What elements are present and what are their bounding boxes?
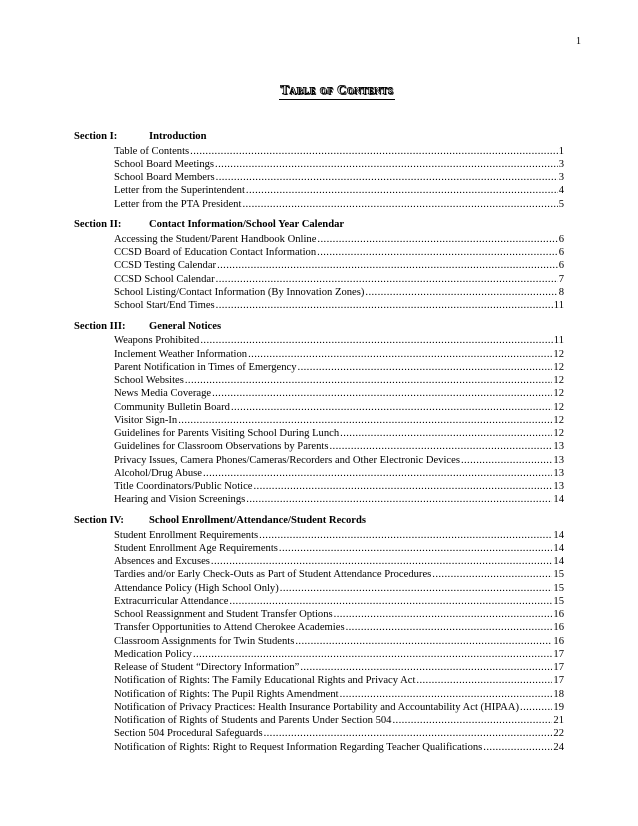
toc-entry[interactable] [74,467,564,480]
dot-leader [346,621,553,634]
dot-leader [216,299,553,312]
dot-leader [330,440,553,453]
dot-leader [295,635,552,648]
section-header [74,130,564,144]
entry-title: School Listing/Contact Information (By Innovation Zones) [114,286,365,298]
section-title: Contact Information/School Year Calendar [149,219,345,231]
dot-leader [190,145,558,158]
toc-entry[interactable] [74,674,564,687]
table-of-contents [74,130,564,761]
section-header [74,320,564,334]
entry-page-number: 17 [553,648,564,660]
dot-leader [178,414,552,427]
dot-leader [280,582,553,595]
entry-title: Accessing the Student/Parent Handbook Online [114,233,317,245]
entry-page-number: 13 [553,441,564,453]
entry-page-number: 16 [553,609,564,620]
dot-leader [259,529,552,542]
dot-leader [200,334,552,347]
entry-title: Visitor Sign-In [114,414,178,426]
dot-leader [298,361,553,374]
entry-page-number: 7 [558,273,564,285]
toc-entry[interactable] [74,741,564,754]
toc-section [74,514,564,754]
entry-title: Attendance Policy (High School Only) [114,582,279,594]
toc-entry[interactable] [74,440,564,453]
entry-title: Community Bulletin Board [114,401,230,413]
toc-entry[interactable] [74,286,564,299]
entry-title: Medication Policy [114,648,192,660]
toc-entry[interactable] [74,387,564,400]
section-label: Section III: [74,320,126,332]
dot-leader [254,480,553,493]
entry-title: Release of Student “Directory Information” [114,662,300,673]
entry-title: Letter from the Superintendent [114,185,245,197]
entry-title: CCSD Board of Education Contact Information [114,247,317,258]
entry-title: Inclement Weather Information [114,348,248,360]
entry-page-number: 1 [558,145,564,157]
toc-entry[interactable] [74,493,564,506]
dot-leader [242,198,557,211]
section-title: Introduction [149,131,207,142]
entry-page-number: 17 [553,662,564,673]
entry-page-number: 15 [553,582,564,594]
entry-page-number: 12 [553,375,564,386]
entry-title: Section 504 Procedural Safeguards [114,728,263,740]
dot-leader [216,171,558,184]
dot-leader [216,273,558,286]
section-header [74,514,564,528]
entry-page-number: 4 [558,185,564,197]
dot-leader [340,427,552,440]
page-title: Table of Contents [279,82,394,100]
entry-title: Extracurricular Attendance [114,595,229,607]
entry-page-number: 16 [553,622,564,634]
entry-page-number: 6 [558,233,564,245]
entry-page-number: 15 [553,569,564,581]
dot-leader [334,608,553,621]
section-title: School Enrollment/Attendance/Student Records [149,515,366,526]
entry-title: School Websites [114,375,184,386]
toc-entry[interactable] [74,348,564,361]
entry-title: School Board Meetings [114,158,215,170]
dot-leader [246,184,558,197]
toc-entry[interactable] [74,171,564,184]
toc-entry[interactable] [74,582,564,595]
entry-title: Classroom Assignments for Twin Students [114,635,295,647]
entry-page-number: 14 [553,529,564,541]
section-label: Section II: [74,219,122,231]
toc-entry[interactable] [74,158,564,171]
toc-entry[interactable] [74,198,564,211]
toc-section [74,130,564,211]
section-label: Section I: [74,131,118,142]
entry-title: Parent Notification in Times of Emergency [114,361,297,373]
dot-leader [215,158,558,171]
entry-page-number: 6 [558,260,564,272]
entry-title: Title Coordinators/Public Notice [114,481,253,492]
entry-title: Student Enrollment Requirements [114,529,259,541]
toc-entry[interactable] [74,184,564,197]
entry-page-number: 12 [553,428,564,439]
toc-entry[interactable] [74,714,564,727]
dot-leader [217,259,558,272]
entry-page-number: 19 [553,701,564,713]
dot-leader [248,348,552,361]
toc-entry[interactable] [74,273,564,286]
toc-entry[interactable] [74,727,564,740]
dot-leader [392,714,552,727]
dot-leader [461,454,552,467]
entry-title: Letter from the PTA President [114,198,242,210]
toc-entry[interactable] [74,361,564,374]
entry-page-number: 8 [558,286,564,298]
entry-title: CCSD School Calendar [114,273,215,285]
entry-title: Notification of Rights of Students and Parents Under Section 504 [114,715,392,726]
toc-entry[interactable] [74,635,564,648]
entry-title: Notification of Rights: The Family Educational Rights and Privacy Act [114,675,416,687]
dot-leader [231,401,552,414]
entry-title: School Start/End Times [114,300,215,311]
entry-page-number: 12 [553,361,564,373]
dot-leader [246,493,552,506]
entry-page-number: 12 [553,414,564,426]
toc-entry[interactable] [74,648,564,661]
entry-page-number: 3 [558,158,564,170]
entry-page-number: 22 [553,728,564,740]
dot-leader [264,727,553,740]
entry-title: CCSD Testing Calendar [114,260,217,272]
toc-entry[interactable] [74,299,564,312]
toc-entry[interactable] [74,661,564,674]
entry-title: Guidelines for Classroom Observations by Parents [114,441,329,453]
dot-leader [229,595,552,608]
toc-entry[interactable] [74,608,564,621]
toc-entry[interactable] [74,568,564,581]
dot-leader [317,246,558,259]
toc-entry[interactable] [74,529,564,542]
page-title-container [0,81,638,100]
section-title: General Notices [149,320,222,332]
toc-entry[interactable] [74,414,564,427]
entry-title: Notification of Rights: The Pupil Rights Amendment [114,688,339,700]
entry-title: School Board Members [114,172,215,183]
entry-title: Weapons Prohibited [114,335,200,347]
toc-section [74,320,564,507]
entry-page-number: 14 [553,556,564,567]
entry-page-number: 18 [553,688,564,700]
toc-entry[interactable] [74,233,564,246]
entry-page-number: 13 [553,454,564,466]
dot-leader [211,555,553,568]
page-number: 1 [576,36,581,47]
dot-leader [203,467,552,480]
entry-page-number: 14 [553,494,564,506]
toc-entry[interactable] [74,401,564,414]
entry-title: School Reassignment and Student Transfer Options [114,609,333,620]
entry-page-number: 6 [558,247,564,258]
dot-leader [520,701,552,714]
toc-entry[interactable] [74,427,564,440]
toc-entry[interactable] [74,595,564,608]
toc-entry[interactable] [74,542,564,555]
entry-page-number: 21 [553,715,564,726]
entry-title: Notification of Rights: Right to Request Information Regarding Teacher Qualifications [114,741,483,753]
toc-entry[interactable] [74,259,564,272]
dot-leader [279,542,553,555]
entry-title: Guidelines for Parents Visiting School During Lunch [114,428,340,439]
entry-page-number: 12 [553,348,564,360]
dot-leader [317,233,557,246]
entry-title: Alcohol/Drug Abuse [114,467,202,479]
entry-page-number: 12 [553,388,564,400]
entry-title: News Media Coverage [114,388,212,400]
entry-page-number: 13 [553,481,564,492]
toc-entry[interactable] [74,374,564,387]
entry-page-number: 5 [558,198,564,210]
dot-leader [185,374,553,387]
entry-title: Notification of Privacy Practices: Health Insurance Portability and Accountability Act (HIPAA) [114,701,520,713]
toc-entry[interactable] [74,145,564,158]
toc-entry[interactable] [74,621,564,634]
dot-leader [432,568,552,581]
toc-section [74,218,564,312]
toc-entry[interactable] [74,334,564,347]
dot-leader [300,661,552,674]
section-header [74,218,564,232]
toc-entry[interactable] [74,701,564,714]
entry-title: Privacy Issues, Camera Phones/Cameras/Recorders and Other Electronic Devices [114,454,460,466]
toc-entry[interactable] [74,555,564,568]
dot-leader [340,688,553,701]
toc-entry[interactable] [74,480,564,493]
entry-title: Transfer Opportunities to Attend Cherokee Academies [114,622,345,634]
toc-entry[interactable] [74,454,564,467]
entry-title: Hearing and Vision Screenings [114,494,246,506]
entry-title: Student Enrollment Age Requirements [114,542,278,554]
entry-page-number: 14 [553,542,564,554]
entry-page-number: 16 [553,635,564,647]
entry-page-number: 11 [553,300,564,311]
entry-page-number: 24 [553,741,564,753]
toc-entry[interactable] [74,246,564,259]
toc-entry[interactable] [74,688,564,701]
entry-title: Absences and Excuses [114,556,210,567]
entry-title: Table of Contents [114,145,190,157]
entry-page-number: 11 [553,335,564,347]
entry-page-number: 3 [558,172,564,183]
entry-page-number: 15 [553,595,564,607]
entry-page-number: 13 [553,467,564,479]
dot-leader [416,674,552,687]
entry-page-number: 17 [553,675,564,687]
dot-leader [212,387,552,400]
section-label: Section IV: [74,515,124,526]
entry-page-number: 12 [553,401,564,413]
dot-leader [365,286,557,299]
entry-title: Tardies and/or Early Check-Outs as Part of Student Attendance Procedures [114,569,432,581]
dot-leader [193,648,552,661]
dot-leader [483,741,552,754]
